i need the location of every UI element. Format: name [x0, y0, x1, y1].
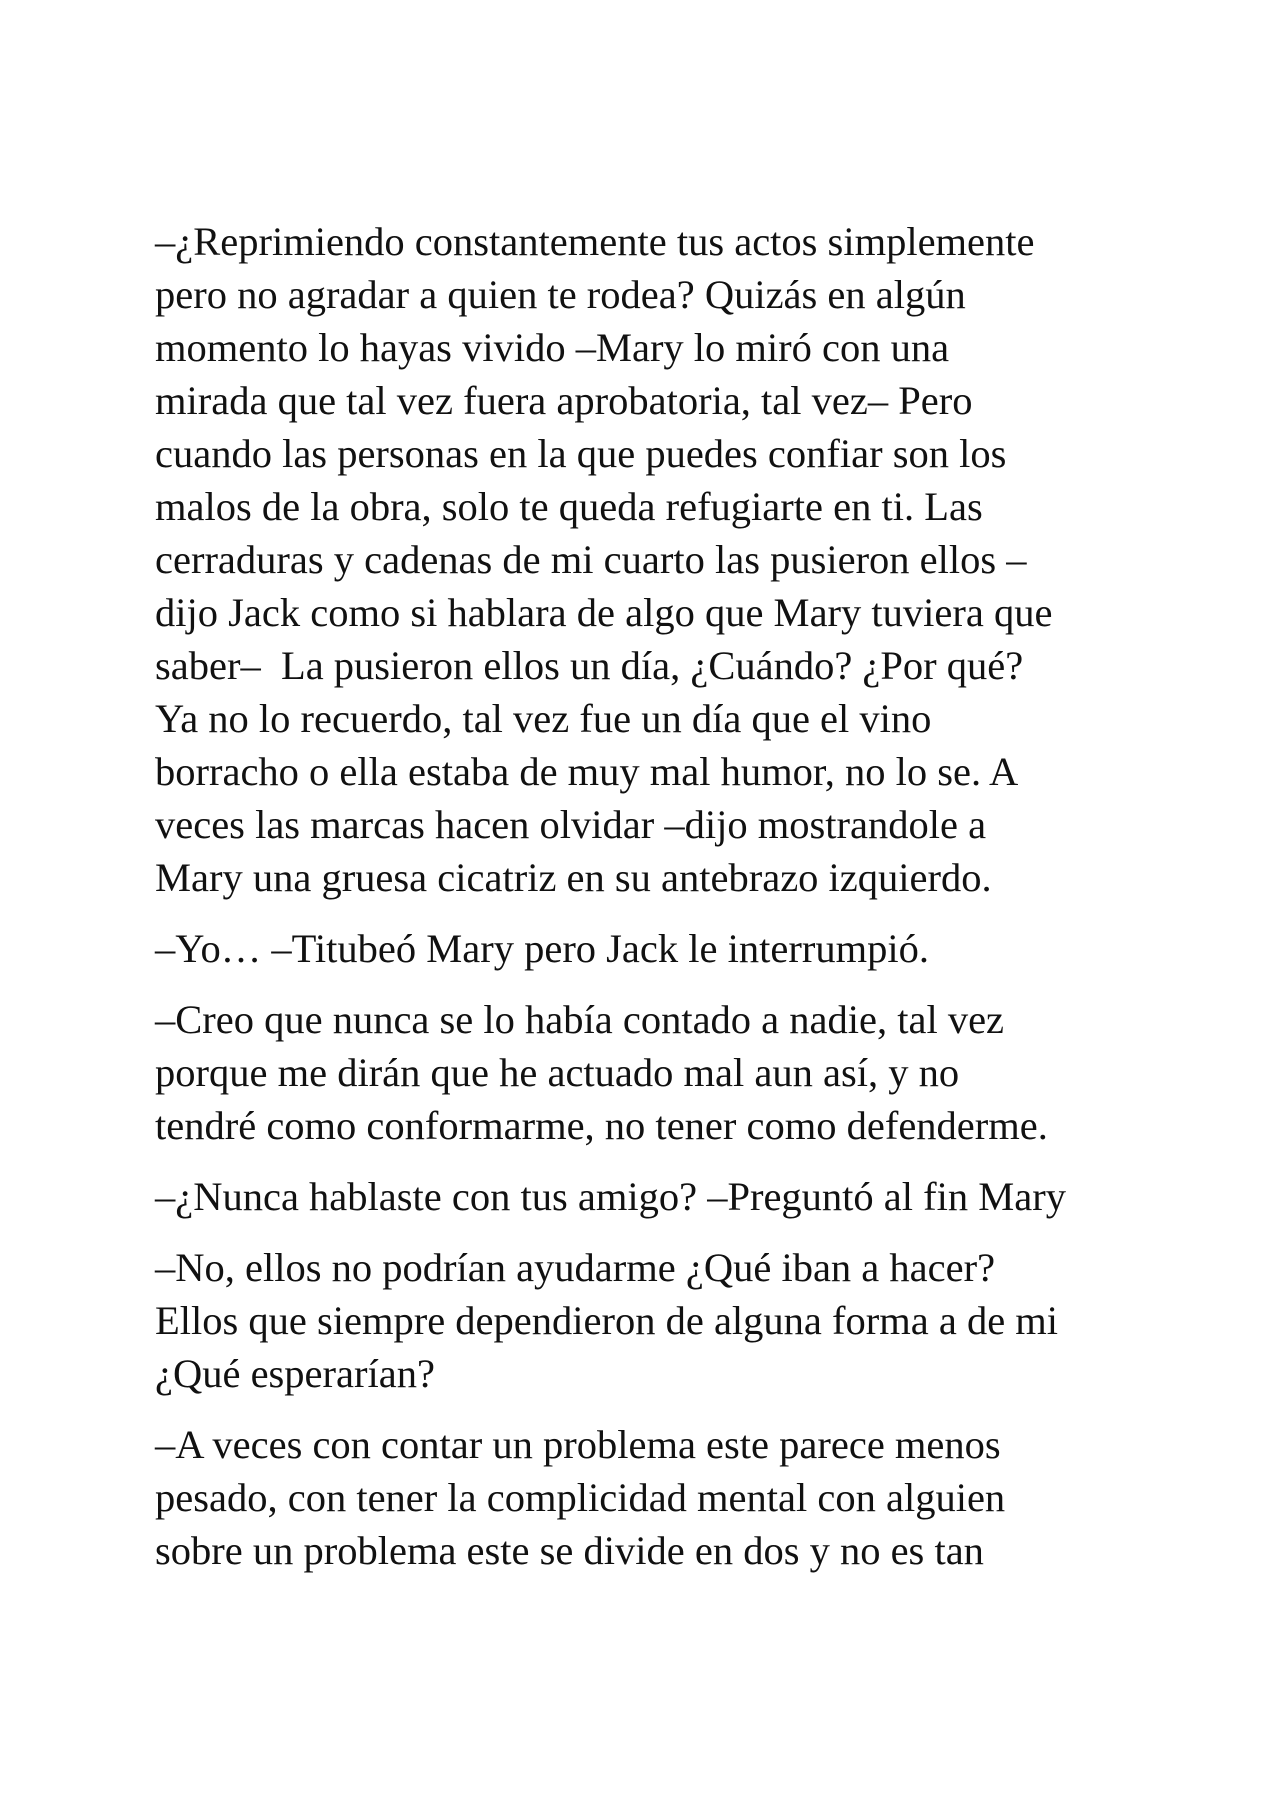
text-line: –A veces con contar un problema este parece menos	[155, 1422, 1001, 1467]
paragraph	[155, 1170, 1155, 1223]
text-line: mirada que tal vez fuera aprobatoria, tal vez– Pero	[155, 378, 973, 423]
text-line: malos de la obra, solo te queda refugiarte en ti. Las	[155, 484, 983, 529]
paragraph	[155, 1241, 1155, 1400]
body-text	[155, 215, 1155, 1595]
text-line: Mary una gruesa cicatriz en su antebrazo izquierdo.	[155, 855, 992, 900]
paragraph	[155, 922, 1155, 975]
text-line: Ya no lo recuerdo, tal vez fue un día que el vino	[155, 696, 932, 741]
paragraph	[155, 215, 1155, 904]
text-line: pesado, con tener la complicidad mental con alguien	[155, 1475, 1006, 1520]
paragraph	[155, 993, 1155, 1152]
text-line: dijo Jack como si hablara de algo que Mary tuviera que	[155, 590, 1053, 635]
text-line: porque me dirán que he actuado mal aun así, y no	[155, 1050, 960, 1095]
text-line: –¿Nunca hablaste con tus amigo? –Preguntó al fin Mary	[155, 1174, 1066, 1219]
text-line: –¿Reprimiendo constantemente tus actos simplemente	[155, 219, 1035, 264]
paragraph	[155, 1418, 1155, 1577]
text-line: veces las marcas hacen olvidar –dijo mostrandole a	[155, 802, 987, 847]
text-line: cerraduras y cadenas de mi cuarto las pusieron ellos –	[155, 537, 1027, 582]
text-line: Ellos que siempre dependieron de alguna forma a de mi	[155, 1298, 1059, 1343]
text-line: cuando las personas en la que puedes confiar son los	[155, 431, 1007, 476]
text-line: sobre un problema este se divide en dos y no es tan	[155, 1528, 984, 1573]
text-line: –No, ellos no podrían ayudarme ¿Qué iban a hacer?	[155, 1245, 996, 1290]
text-line: momento lo hayas vivido –Mary lo miró con una	[155, 325, 950, 370]
text-line: –Yo… –Titubeó Mary pero Jack le interrumpió.	[155, 926, 929, 971]
text-line: tendré como conformarme, no tener como defenderme.	[155, 1103, 1048, 1148]
text-line: –Creo que nunca se lo había contado a nadie, tal vez	[155, 997, 1005, 1042]
text-line: ¿Qué esperarían?	[155, 1351, 435, 1396]
text-line: pero no agradar a quien te rodea? Quizás en algún	[155, 272, 966, 317]
text-line: borracho o ella estaba de muy mal humor, no lo se. A	[155, 749, 1019, 794]
text-line: saber– La pusieron ellos un día, ¿Cuándo? ¿Por qué?	[155, 643, 1024, 688]
